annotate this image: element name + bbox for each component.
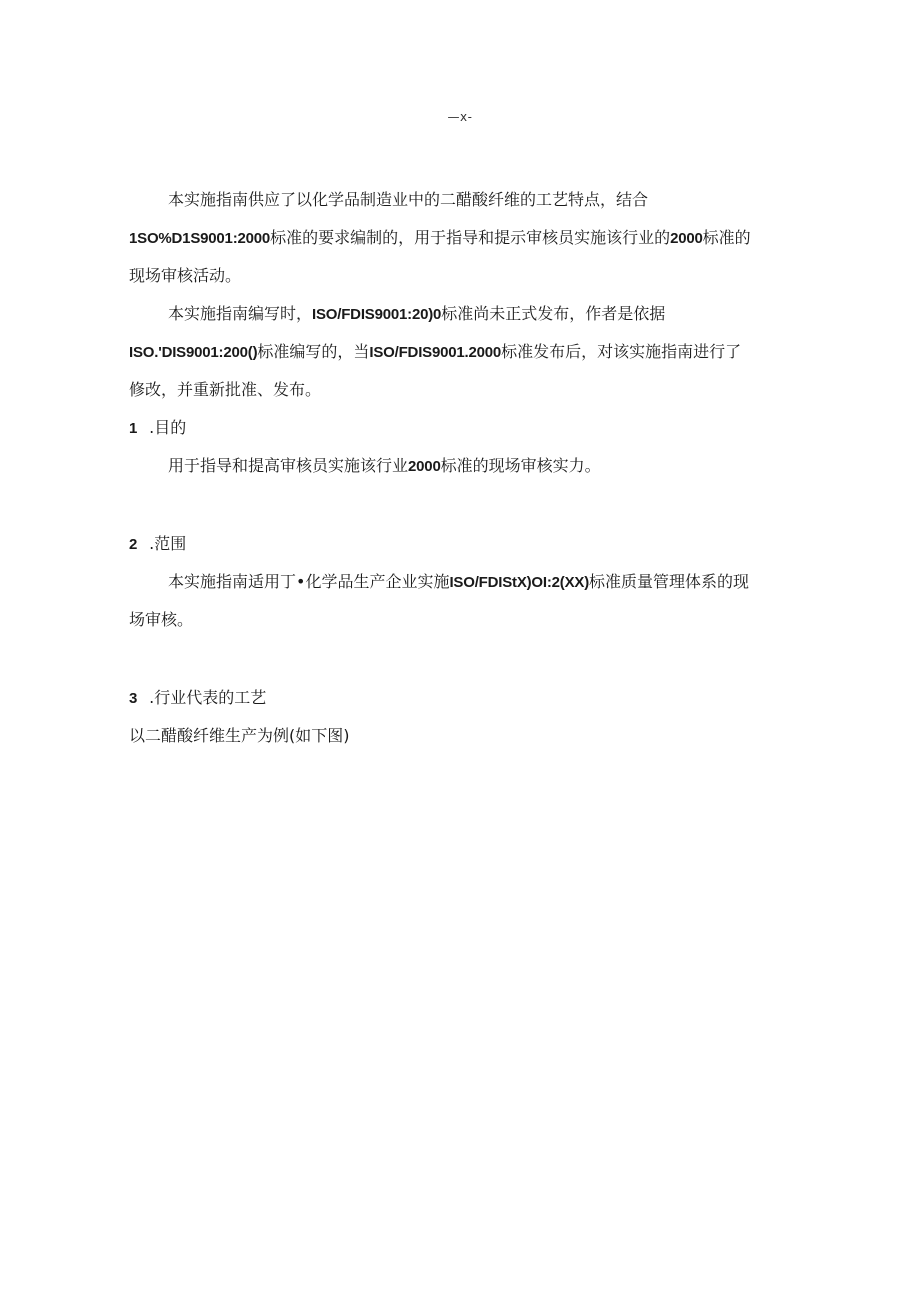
standard-code: ISO/FDIS9001.2000 (369, 344, 502, 361)
section-number: 1 (129, 420, 138, 437)
standard-year: 2000 (408, 458, 441, 475)
section-3-body: 以二醋酸纤维生产为例(如下图) (129, 726, 350, 745)
text-run: 标准的现场审核实力。 (440, 456, 601, 475)
text-run: 用于指导和提高审核员实施该行业 (168, 456, 409, 475)
text-run: 标准的 (702, 228, 751, 247)
standard-code: ISO.'DIS9001:200() (129, 344, 258, 361)
section-1-body (168, 456, 601, 477)
text-run: 标准质量管理体系的现 (589, 572, 750, 591)
section-title: .目的 (149, 418, 187, 437)
standard-code: 1SO%D1S9001:2000 (129, 230, 271, 247)
text-run: 标准尚未正式发布，作者是依据 (441, 304, 666, 323)
intro-paragraph-1-line-1: 本实施指南供应了以化学品制造业中的二醋酸纤维的工艺特点，结合 (168, 190, 649, 209)
section-number: 2 (129, 536, 138, 553)
text-run: 标准编写的，当 (257, 342, 370, 361)
intro-paragraph-2-line-1 (168, 304, 665, 325)
intro-paragraph-1-line-3: 现场审核活动。 (129, 266, 242, 285)
section-2-heading (129, 534, 186, 555)
standard-year: 2000 (670, 230, 703, 247)
section-2-body-line-1 (168, 572, 749, 593)
page-header-mark: —x- (447, 110, 473, 124)
intro-paragraph-2-line-2 (129, 342, 741, 363)
section-title: .范围 (149, 534, 187, 553)
section-title: .行业代表的工艺 (149, 688, 267, 707)
standard-code: ISO/FDIS9001:20)0 (312, 306, 442, 323)
section-2-body-line-2: 场审核。 (129, 610, 194, 629)
standard-code: ISO/FDIStX)OI:2(XX) (449, 574, 589, 591)
text-run: 本实施指南编写时， (168, 304, 313, 323)
text-run: 本实施指南适用丁•化学品生产企业实施 (168, 572, 450, 591)
intro-paragraph-2-line-3: 修改，并重新批准、发布。 (129, 380, 322, 399)
intro-paragraph-1-line-2 (129, 228, 751, 249)
text-run: 标准发布后，对该实施指南进行了 (501, 342, 742, 361)
text-run: 标准的要求编制的，用于指导和提示审核员实施该行业的 (270, 228, 671, 247)
section-number: 3 (129, 690, 138, 707)
section-3-heading (129, 688, 266, 709)
section-1-heading (129, 418, 186, 439)
